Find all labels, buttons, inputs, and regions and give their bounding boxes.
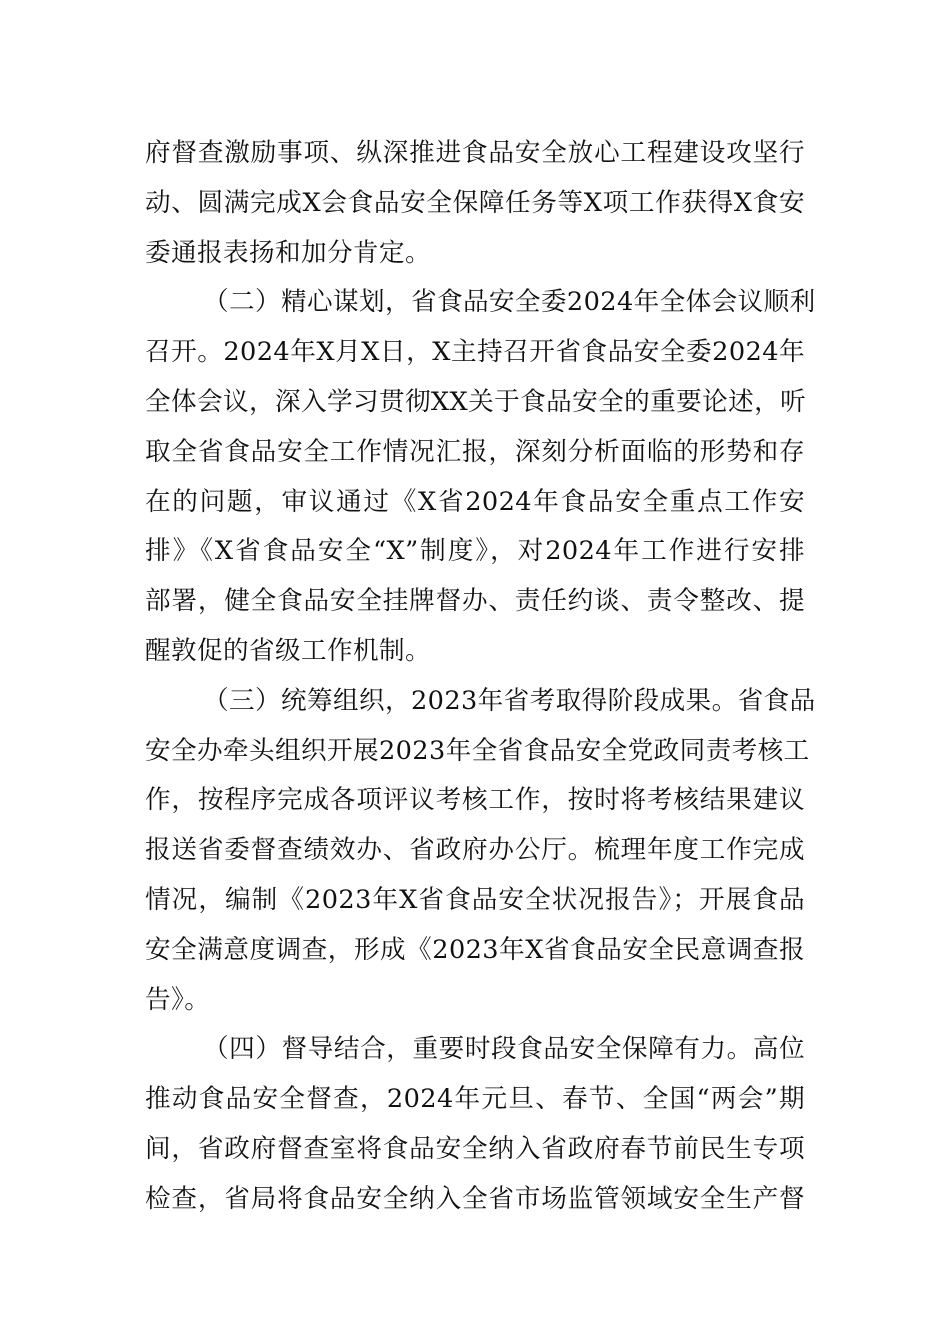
text-line: 情况，编制《2023年X省食品安全状况报告》；开展食品 (145, 884, 805, 915)
text-line: 排》《X省食品安全“X”制度》，对2024年工作进行安排 (145, 536, 805, 567)
text-line: 动、圆满完成X会食品安全保障任务等X项工作获得X食安 (145, 187, 805, 218)
text-line: 召开。2024年X月X日，X主持召开省食品安全委2024年 (145, 337, 805, 368)
text-line: 安全满意度调查，形成《2023年X省食品安全民意调查报 (145, 934, 805, 965)
text-line: 检查，省局将食品安全纳入全省市场监管领域安全生产督 (145, 1183, 805, 1214)
text-line: 报送省委督查绩效办、省政府办公厅。梳理年度工作完成 (145, 835, 805, 866)
paragraph-4-supervision (145, 1025, 805, 1224)
text-line: 委通报表扬和加分肯定。 (145, 237, 431, 268)
text-line: 告》。 (145, 984, 211, 1015)
document-body (145, 129, 816, 1225)
text-line: 全体会议，深入学习贯彻XX关于食品安全的重要论述，听 (145, 386, 807, 417)
text-line: 推动食品安全督查，2024年元旦、春节、全国“两会”期 (145, 1084, 805, 1115)
text-line: 在的问题，审议通过《X省2024年食品安全重点工作安 (145, 486, 805, 517)
paragraph-2-meeting (145, 278, 816, 676)
text-line: 作，按程序完成各项评议考核工作，按时将考核结果建议 (145, 785, 805, 816)
text-line: 醒敦促的省级工作机制。 (145, 635, 431, 666)
paragraph-3-assessment (145, 677, 816, 1026)
text-line: （三）统筹组织，2023年省考取得阶段成果。省食品 (203, 685, 816, 716)
text-line: 府督查激励事项、纵深推进食品安全放心工程建设攻坚行 (145, 138, 805, 168)
text-line: 间，省政府督查室将食品安全纳入省政府春节前民生专项 (145, 1133, 805, 1164)
text-line: 取全省食品安全工作情况汇报，深刻分析面临的形势和存 (145, 436, 805, 467)
text-line: 安全办牵头组织开展2023年全省食品安全党政同责考核工 (145, 735, 810, 766)
text-line: 部署，健全食品安全挂牌督办、责任约谈、责令整改、提 (145, 586, 805, 617)
paragraph-1-continued (145, 129, 805, 278)
text-line: （四）督导结合，重要时段食品安全保障有力。高位 (203, 1034, 805, 1065)
text-line: （二）精心谋划，省食品安全委2024年全体会议顺利 (203, 287, 816, 318)
